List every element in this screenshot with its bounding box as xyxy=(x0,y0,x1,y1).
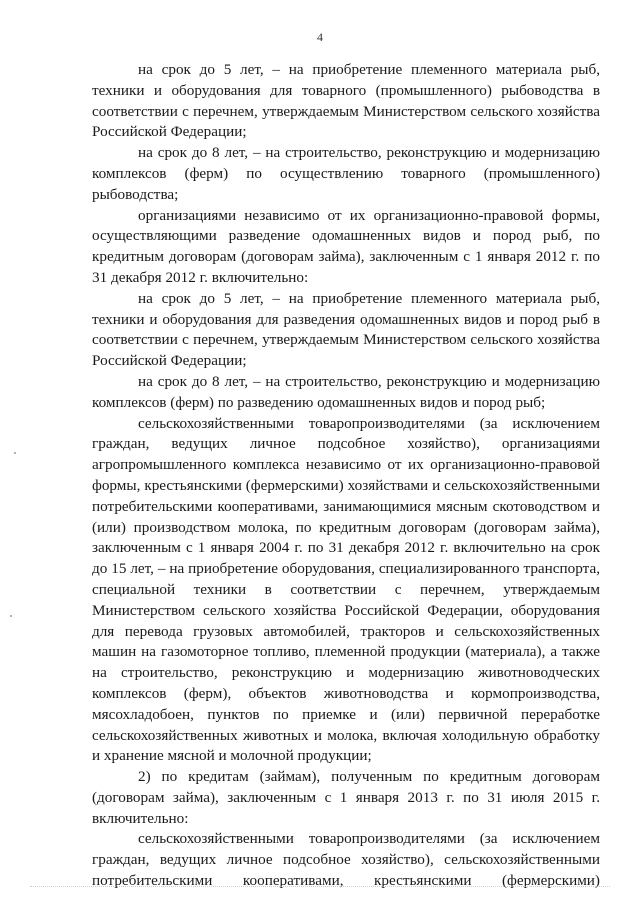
page-number: 4 xyxy=(317,30,323,44)
paragraph-8: сельскохозяйственными товаропроизводителями (за исключением граждан, ведущих личное подсобное хозяйство), сельскохозяйственными потребительскими кооперативами, крестьянскими (фермерскими) xyxy=(92,830,600,890)
scan-speck xyxy=(14,452,16,454)
paragraph-7: 2) по кредитам (займам), полученным по кредитным договорам (договорам займа), заключенным с 1 января 2013 г. по 31 июля 2015 г. включительно: xyxy=(92,768,600,827)
paragraph-6: сельскохозяйственными товаропроизводителями (за исключением граждан, ведущих личное подсобное хозяйство), организациями агропромышленного комплекса независимо от их организационно-правовой формы, крестьянскими (фермерскими) хозяйствами и сельскохозяйственными потребительскими кооперативами, занимающимися мясным скотоводством и (или) производством молока, по кредитным договорам (договорам займа), заключенным с 1 января 2004 г. по 31 декабря 2012 г. включительно на срок до 15 лет, – на приобретение оборудования, специализированного транспорта, специальной техники в соответствии с перечнем, утверждаемым Министерством сельского хозяйства Российской Федерации, оборудования для перевода грузовых автомобилей, тракторов и сельскохозяйственных машин на газомоторное топливо, племенной продукции (материала), а также на строительство, реконструкцию и модернизацию животноводческих комплексов (ферм), объектов животноводства и кормопроизводства, мясохладобоен, пунктов по приемке и (или) первичной переработке сельскохозяйственных животных и молока, включая холодильную обработку и хранение мясной и молочной продукции; xyxy=(92,414,600,765)
scan-bottom-edge xyxy=(30,886,610,891)
paragraph-4: на срок до 5 лет, – на приобретение племенного материала рыб, техники и оборудования для разведения одомашненных видов и пород рыб в соответствии с перечнем, утверждаемым Министерством сельского хозяйства Российской Федерации; xyxy=(92,289,600,370)
document-body xyxy=(92,60,600,892)
scan-speck xyxy=(10,615,12,617)
paragraph-3: организациями независимо от их организационно-правовой формы, осуществляющими разведение одомашненных видов и пород рыб, по кредитным договорам (договорам займа), заключенным с 1 января 2012 г. по 31 декабря 2012 г. включительно: xyxy=(92,206,600,286)
paragraph-1: на срок до 5 лет, – на приобретение племенного материала рыб, техники и оборудования для товарного (промышленного) рыбоводства в соответствии с перечнем, утверждаемым Министерством сельского хозяйства Российской Федерации; xyxy=(92,61,600,141)
paragraph-2: на срок до 8 лет, – на строительство, реконструкцию и модернизацию комплексов (ферм) по осуществлению товарного (промышленного) рыбоводства; xyxy=(92,144,600,203)
paragraph-5: на срок до 8 лет, – на строительство, реконструкцию и модернизацию комплексов (ферм) по разведению одомашненных видов и пород рыб; xyxy=(92,372,600,411)
